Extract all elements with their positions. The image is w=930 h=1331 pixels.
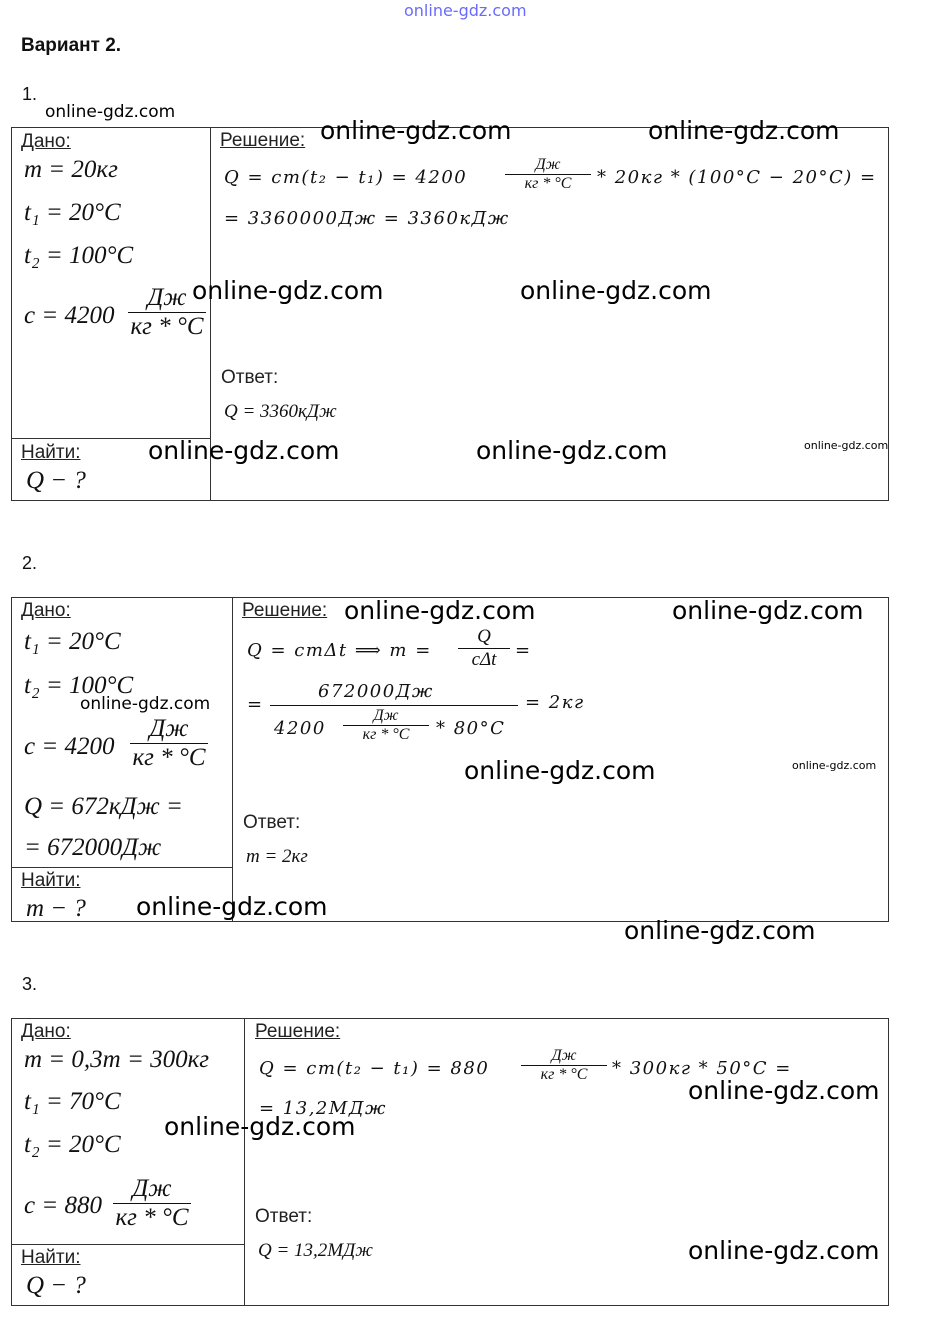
watermark: online-gdz.com (688, 1236, 880, 1265)
watermark: online-gdz.com (320, 116, 512, 145)
task-1-solution-line-2: = 3360000Дж = 3360кДж (224, 208, 510, 229)
watermark: online-gdz.com (804, 439, 889, 452)
task-3-solution-line-2: = 13,2МДж (259, 1098, 387, 1119)
watermark: online-gdz.com (45, 102, 176, 122)
watermark: online-gdz.com (344, 596, 536, 625)
task-3-answer-value: Q = 13,2МДж (258, 1240, 373, 1261)
watermark: online-gdz.com (672, 596, 864, 625)
fraction-denominator: кг * °C (130, 313, 204, 340)
task-1-given-m: m = 20кг (24, 156, 118, 183)
task-3-find-value: Q − ? (26, 1272, 86, 1299)
task-2-solution-line-2-den-b: * 80°C (436, 718, 506, 739)
task-1-solution-line-1a: Q = cm(t₂ − t₁) = 4200 (224, 167, 468, 188)
task-1-find-label: Найти: (21, 442, 81, 463)
task-2-solution-line-1a: Q = cmΔt ⟹ m = (247, 640, 432, 661)
task-2-solution-fraction-2 (343, 707, 429, 744)
task-2-given-c-fraction (130, 715, 208, 772)
fraction-line (270, 705, 518, 706)
task-2-divider (232, 597, 233, 922)
task-2-solution-line-2-den-a: 4200 (274, 718, 326, 739)
task-2-find-label: Найти: (21, 870, 81, 891)
watermark: online-gdz.com (148, 436, 340, 465)
task-2-solution-label: Решение: (242, 600, 328, 621)
task-3-given-m: m = 0,3т = 300кг (24, 1046, 210, 1073)
fraction-numerator: Дж (535, 156, 561, 173)
fraction-numerator: Q (477, 626, 491, 647)
fraction-denominator: кг * °C (540, 1066, 588, 1083)
fraction-denominator: cΔt (471, 649, 497, 670)
task-3-given-label: Дано: (21, 1021, 71, 1042)
task-2-find-value: m − ? (26, 895, 86, 922)
watermark: online-gdz.com (520, 276, 712, 305)
watermark: online-gdz.com (192, 276, 384, 305)
top-watermark: online-gdz.com (404, 1, 527, 20)
fraction-denominator: кг * °C (362, 726, 410, 743)
fraction-numerator: Дж (147, 284, 187, 311)
task-3-divider (244, 1018, 245, 1306)
watermark: online-gdz.com (476, 436, 668, 465)
fraction-numerator: Дж (149, 715, 189, 742)
task-3-given-t2: t₂ = 20°C (24, 1131, 121, 1158)
task-3-answer-label: Ответ: (255, 1206, 313, 1227)
task-2-given-label: Дано: (21, 600, 71, 621)
task-1-number: 1. (22, 84, 38, 104)
fraction-denominator: кг * °C (132, 744, 206, 771)
task-3-given-c-fraction (113, 1175, 191, 1232)
task-2-solution-line-2-rhs: = 2кг (525, 692, 585, 713)
fraction-numerator: Дж (132, 1175, 172, 1202)
task-2-given-q: Q = 672кДж = (24, 793, 183, 820)
task-2-given-t1: t₁ = 20°C (24, 628, 121, 655)
task-1-given-t1: t₁ = 20°C (24, 199, 121, 226)
task-1-answer-value: Q = 3360кДж (224, 401, 337, 422)
task-2-number: 2. (22, 553, 38, 573)
watermark: online-gdz.com (164, 1112, 356, 1141)
task-2-answer-value: m = 2кг (246, 846, 308, 867)
task-1-given-c: c = 4200 (24, 302, 115, 329)
task-1-solution-fraction (505, 156, 591, 193)
task-2-solution-line-2-lhs: = (247, 694, 264, 715)
task-2-find-divider (11, 867, 232, 868)
task-2-solution-line-2-num: 672000Дж (318, 681, 434, 702)
task-3-solution-fraction (521, 1047, 607, 1084)
watermark: online-gdz.com (792, 759, 877, 772)
task-1-given-label: Дано: (21, 131, 71, 152)
task-3-solution-line-1b: * 300кг * 50°C = (612, 1058, 792, 1079)
task-1-find-value: Q − ? (26, 467, 86, 494)
task-2-solution-line-1b: = (515, 640, 532, 661)
task-3-given-t1: t₁ = 70°C (24, 1088, 121, 1115)
watermark: online-gdz.com (688, 1076, 880, 1105)
task-1-solution-line-1b: * 20кг * (100°C − 20°C) = (597, 167, 877, 188)
fraction-denominator: кг * °C (115, 1204, 189, 1231)
task-2-answer-label: Ответ: (243, 812, 301, 833)
task-2-given-q-joules: = 672000Дж (24, 834, 162, 861)
watermark: online-gdz.com (648, 116, 840, 145)
task-3-solution-line-1a: Q = cm(t₂ − t₁) = 880 (259, 1058, 490, 1079)
watermark: online-gdz.com (136, 892, 328, 921)
watermark: online-gdz.com (624, 916, 816, 945)
task-3-find-divider (11, 1244, 244, 1245)
task-3-solution-label: Решение: (255, 1021, 341, 1042)
task-3-find-label: Найти: (21, 1247, 81, 1268)
watermark: online-gdz.com (464, 756, 656, 785)
task-3-given-c: c = 880 (24, 1192, 102, 1219)
page-title: Вариант 2. (21, 35, 122, 56)
watermark: online-gdz.com (80, 694, 211, 714)
task-1-solution-label: Решение: (220, 130, 306, 151)
fraction-numerator: Дж (373, 707, 399, 724)
task-2-given-c: c = 4200 (24, 733, 115, 760)
fraction-denominator: кг * °C (524, 175, 572, 192)
task-1-answer-label: Ответ: (221, 367, 279, 388)
task-2-solution-fraction-1 (458, 626, 510, 671)
task-2-given-t2: t₂ = 100°C (24, 672, 134, 699)
task-3-number: 3. (22, 974, 38, 994)
fraction-numerator: Дж (551, 1047, 577, 1064)
task-1-given-t2: t₂ = 100°C (24, 242, 134, 269)
